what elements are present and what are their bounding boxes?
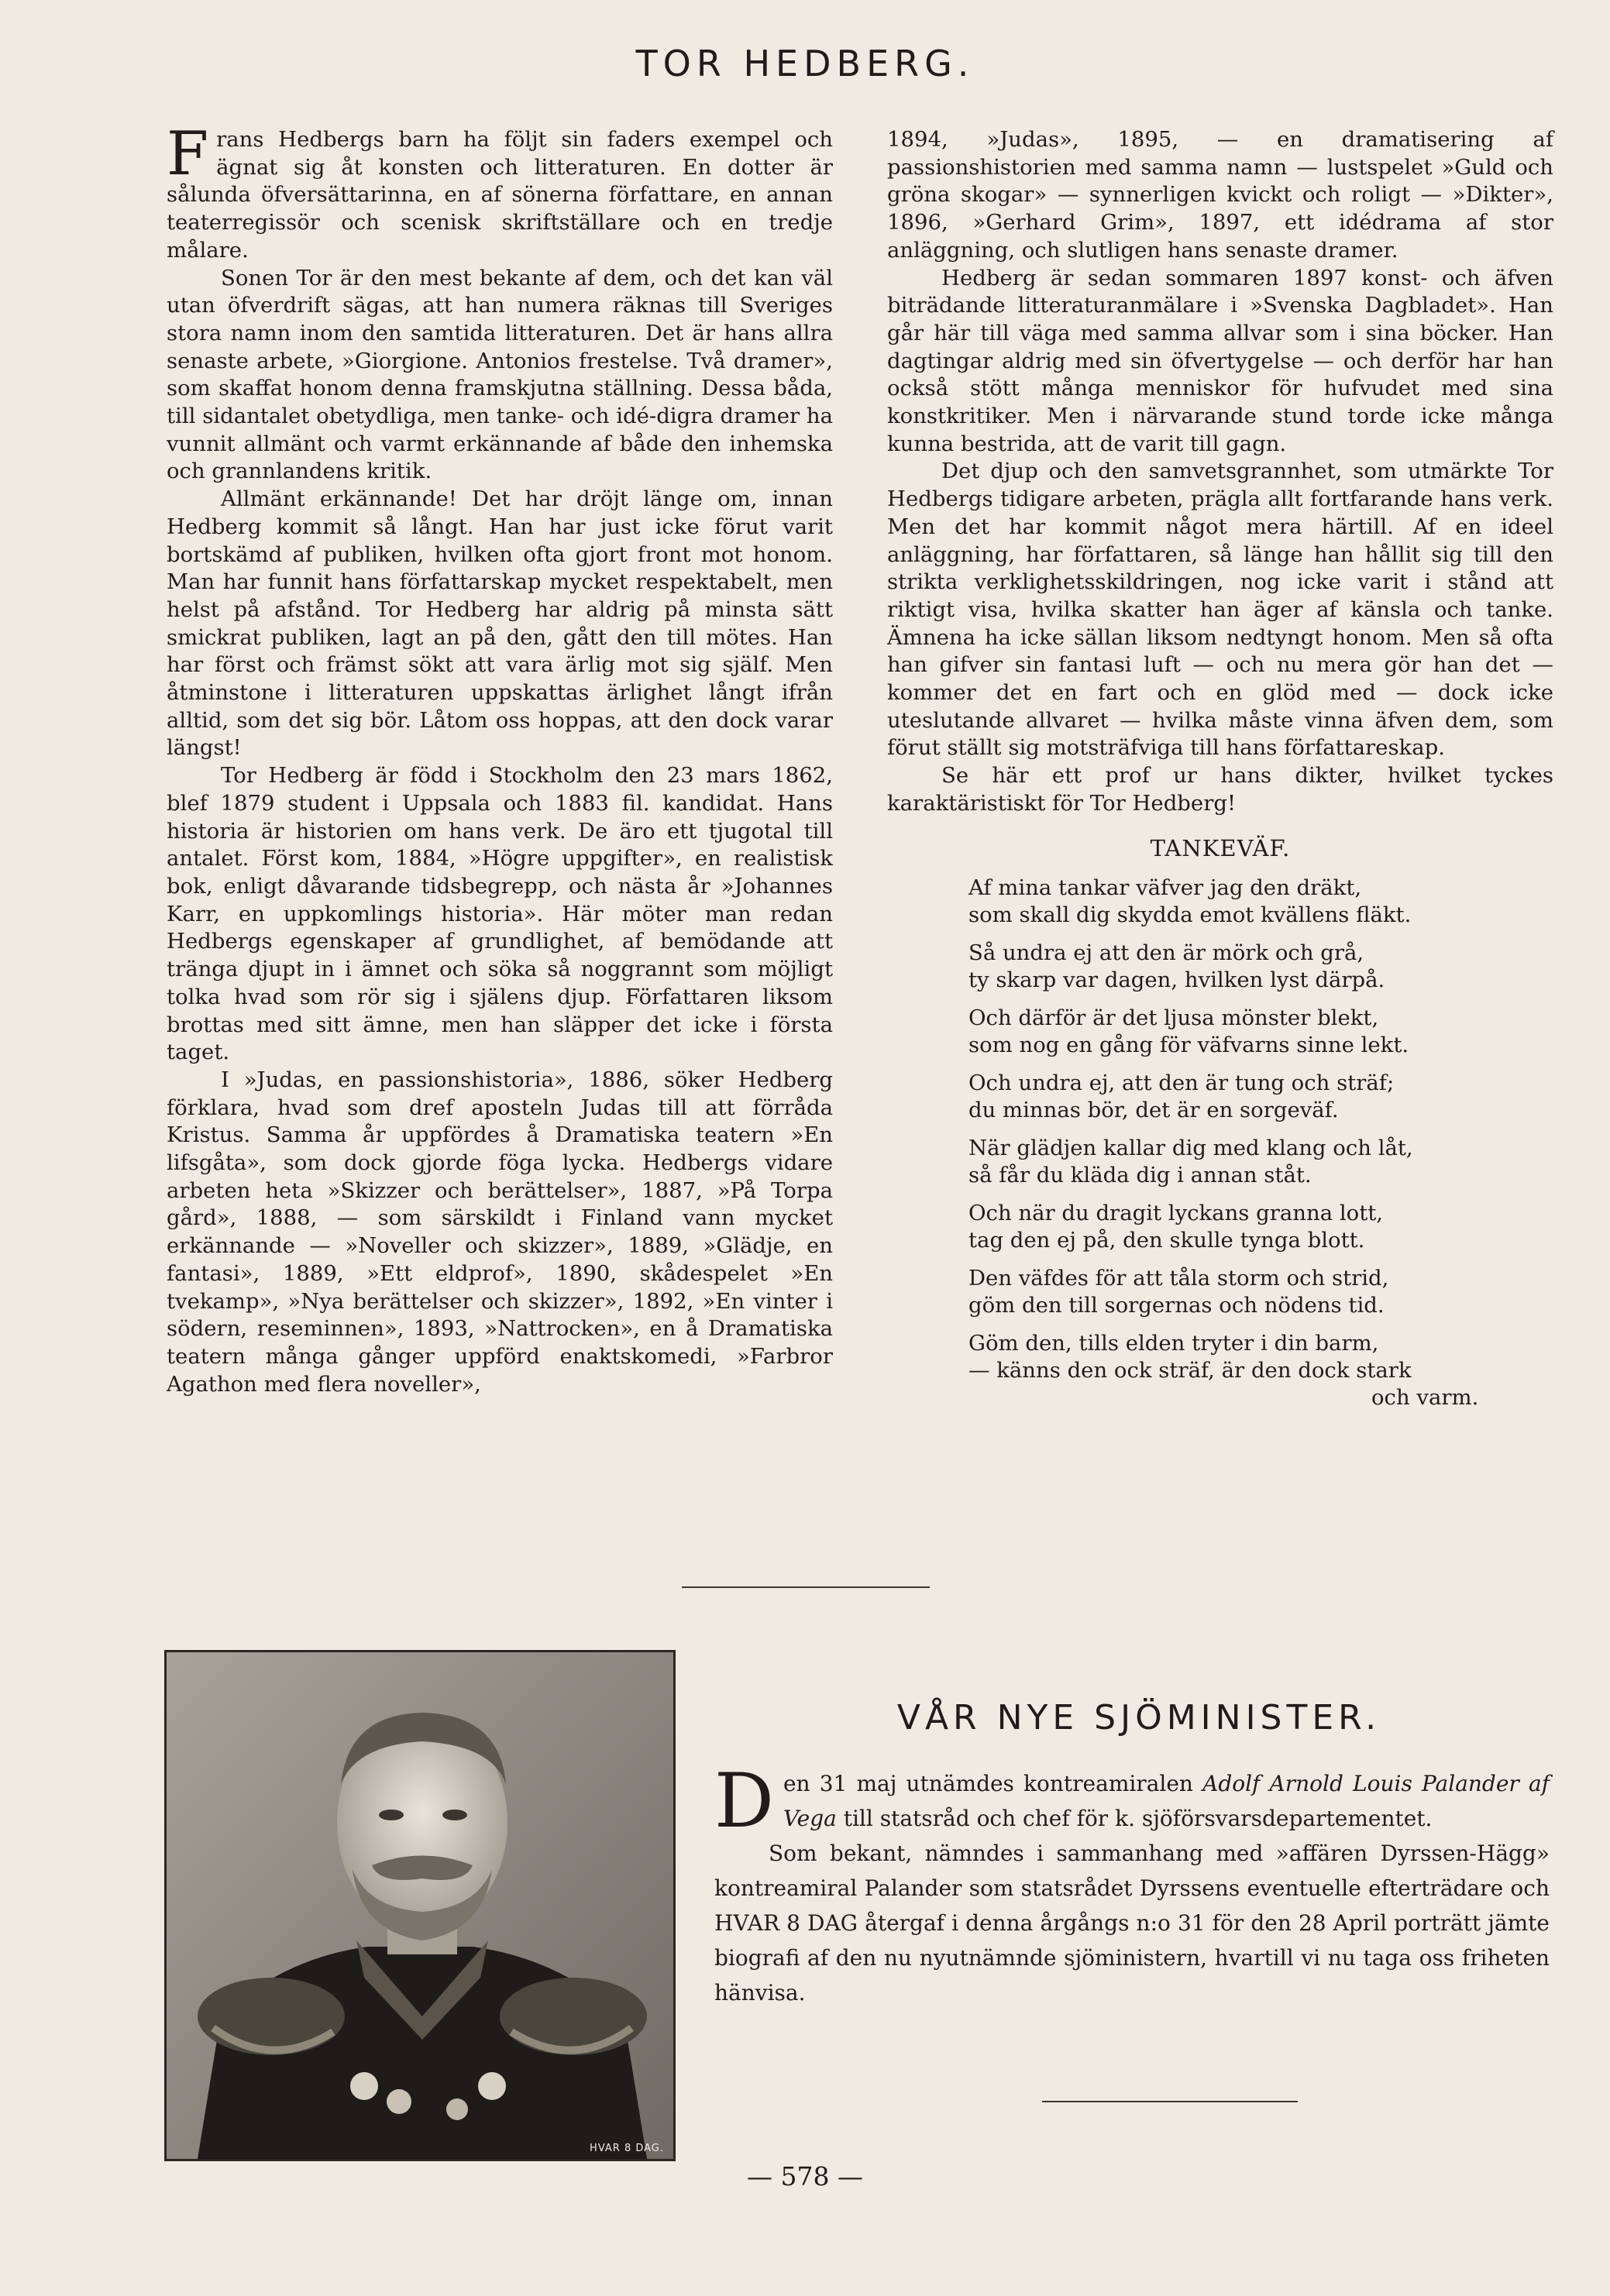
paragraph: Tor Hedberg är född i Stockholm den 23 mars 1862, blef 1879 student i Uppsala och 1883 fil. kandidat. Hans historia är historien om hans verk. De äro ett tjugotal till antalet. Först kom, 1884, »Högre uppgifter», en realistisk bok, enligt dåvarande tidsbegrepp, och nästa år »Johannes Karr, en uppkomlings historia». Här möter man redan Hedbergs egenskaper af grundlighet, af bemödande att tränga djupt in i ämnet och söka så noggrannt som möjligt tolka hvad som rör sig i själens djup. Författaren liksom brottas med sitt ämne, men han släpper det icke i första taget. (167, 763, 833, 1065)
portrait-photo (164, 1650, 676, 2161)
paragraph: Som bekant, nämndes i sammanhang med »affären Dyrssen-Hägg» kontreamiral Palander som statsrådet Dyrssens eventuelle efterträdare och HVAR 8 DAG återgaf i denna årgångs n:o 31 för den 28 April porträtt jämte biografi af den nu nyutnämnde sjöministern, hvartill vi nu taga oss friheten hänvisa. (714, 1841, 1550, 2006)
poem-stanza (968, 1005, 1553, 1059)
drop-cap: F (167, 119, 209, 189)
paragraph: Allmänt erkännande! Det har dröjt länge om, innan Hedberg kommit så långt. Han har just icke förut varit bortskämd af publiken, hvilken ofta gjort front mot honom. Man har funnit hans författarskap mycket respektabelt, men helst på afstånd. Tor Hedberg har aldrig på minsta sätt smickrat publiken, lagt an på den, gått den till mötes. Han har först och främst sökt att vara ärlig mot sig själf. Men åtminstone i litteraturen uppskattas ärlighet långt ifrån alltid, som det sig bör. Låtom oss hoppas, att den dock varar längst! (167, 486, 833, 761)
poem-line: du minnas bör, det är en sorgeväf. (968, 1098, 1339, 1123)
page-number: — 578 — (747, 2161, 863, 2191)
drop-cap: D (714, 1758, 774, 1844)
poem-line: — känns den ock sträf, är den dock stark (968, 1358, 1412, 1383)
poem-stanza (968, 1135, 1553, 1189)
poem-line: Och när du dragit lyckans granna lott, (968, 1201, 1384, 1226)
poem-line: Af mina tankar väfver jag den dräkt, (968, 875, 1362, 901)
poem-line: Den väfdes för att tåla storm och strid, (968, 1266, 1389, 1291)
poem-line: tag den ej på, den skulle tynga blott. (968, 1228, 1365, 1253)
poem (968, 875, 1553, 1411)
article-text (714, 1758, 1550, 2010)
poem-stanza (968, 1070, 1553, 1124)
paragraph: 1894, »Judas», 1895, — en dramatisering af passionshistorien med samma namn — lustspelet »Guld och gröna skogar» — synnerligen kvickt och roligt — »Dikter», 1896, »Gerhard Grim», 1897, ett idédrama af stor anläggning, och slutligen hans senaste dramer. (887, 127, 1553, 263)
paragraph: Sonen Tor är den mest bekante af dem, och det kan väl utan öfverdrift sägas, att han numera räknas till Sveriges stora namn inom den samtida litteraturen. Det är hans allra senaste arbete, »Giorgione. Antonios frestelse. Två dramer», som skaffat honom denna framskjutna ställning. Dessa båda, till sidantalet obetydliga, men tanke- och idé-digra dramer ha vunnit allmänt och varmt erkännande af både den inhemska och grannlandens kritik. (167, 265, 833, 484)
paragraph: Se här ett prof ur hans dikter, hvilket tyckes karaktäristiskt för Tor Hedberg! (887, 763, 1553, 816)
poem-line: göm den till sorgernas och nödens tid. (968, 1293, 1385, 1318)
section-divider (682, 1586, 930, 1588)
poem-line: Göm den, tills elden tryter i din barm, (968, 1331, 1379, 1356)
poem-line: som nog en gång för väfvarns sinne lekt. (968, 1033, 1409, 1058)
paragraph: I »Judas, en passionshistoria», 1886, söker Hedberg förklara, hvad som dref aposteln Judas till att förråda Kristus. Samma år uppfördes å Dramatiska teatern »En lifsgåta», som dock gjorde föga lycka. Hedbergs vidare arbeten heta »Skizzer och berättelser», 1887, »På Torpa gård», 1888, — som särskildt i Finland vann mycket erkännande — »Noveller och skizzer», 1889, »Glädje, en fantasi», 1889, »Ett eldprof», 1890, skådespelet »En tvekamp», »Nya berättelser och skizzer», 1892, »En vinter i södern, reseminnen», 1893, »Nattrocken», en å Dramatiska teatern många gånger uppförd enaktskomedi, »Farbror Agathon med flera noveller», (167, 1067, 833, 1397)
poem-line: Och därför är det ljusa mönster blekt, (968, 1005, 1379, 1031)
poem-line: Så undra ej att den är mörk och grå, (968, 940, 1364, 966)
article-left-column (167, 119, 833, 1398)
poem-line: som skall dig skydda emot kvällens fläkt. (968, 902, 1412, 928)
poem-stanza (968, 1265, 1553, 1319)
poem-line: och varm. (1371, 1385, 1479, 1411)
poem-line: så får du kläda dig i annan ståt. (968, 1163, 1312, 1188)
section-title: VÅR NYE SJÖMINISTER. (896, 1698, 1381, 1737)
poem-stanza (968, 1330, 1553, 1411)
section-divider (1042, 2101, 1298, 2102)
portrait-illustration (167, 1652, 673, 2159)
person-name: Adolf Arnold Louis Palander af Vega (783, 1771, 1550, 1831)
poem-line: ty skarp var dagen, hvilken lyst därpå. (968, 968, 1385, 993)
article-right-column (887, 126, 1553, 1422)
poem-line: Och undra ej, att den är tung och sträf; (968, 1071, 1395, 1096)
photo-imprint: HVAR 8 DAG. (590, 2143, 664, 2154)
article-title: TOR HEDBERG. (635, 43, 975, 84)
paragraph: Hedberg är sedan sommaren 1897 konst- och äfven biträdande litteraturanmälare i »Svenska Dagbladet». Han går här till väga med samma allvar som i sina böcker. Han dagtingar aldrig med sin öfvertygelse — och derför har han också stött många menniskor för hufvudet med sina konstkritiker. Men i närvarande stund torde icke många kunna bestrida, att de varit till gagn. (887, 265, 1553, 456)
poem-stanza (968, 1200, 1553, 1254)
poem-stanza (968, 875, 1553, 929)
poem-stanza (968, 940, 1553, 994)
paragraph: Den 31 maj utnämdes kontreamiralen Adolf Arnold Louis Palander af Vega till statsråd och chef för k. sjöförsvarsdepartementet. (714, 1758, 1550, 1844)
paragraph: Frans Hedbergs barn ha följt sin faders exempel och ägnat sig åt konsten och litteraturen. En dotter är sålunda öfversättarinna, en af sönerna författare, en annan teaterregissör och scenisk skriftställare och en tredje målare. (167, 119, 833, 263)
paragraph: Det djup och den samvetsgrannhet, som utmärkte Tor Hedbergs tidigare arbeten, prägla allt fortfarande hans verk. Men det har kommit något mera härtill. Af en ideel anläggning, har författaren, så länge han hållit sig till den strikta verklighetsskildringen, nog icke varit i stånd att riktigt visa, hvilka skatter han äger af känsla och tanke. Ämnena ha icke sällan liksom nedtyngt honom. Men så ofta han gifver sin fantasi luft — och nu mera gör han det — kommer det en fart och en glöd med — dock icke uteslutande allvaret — hvilka måste vinna äfven dem, som förut ställt sig motsträfviga till hans författareskap. (887, 459, 1553, 761)
poem-title: TANKEVÄF. (1150, 834, 1291, 861)
poem-line: När glädjen kallar dig med klang och låt, (968, 1136, 1413, 1161)
